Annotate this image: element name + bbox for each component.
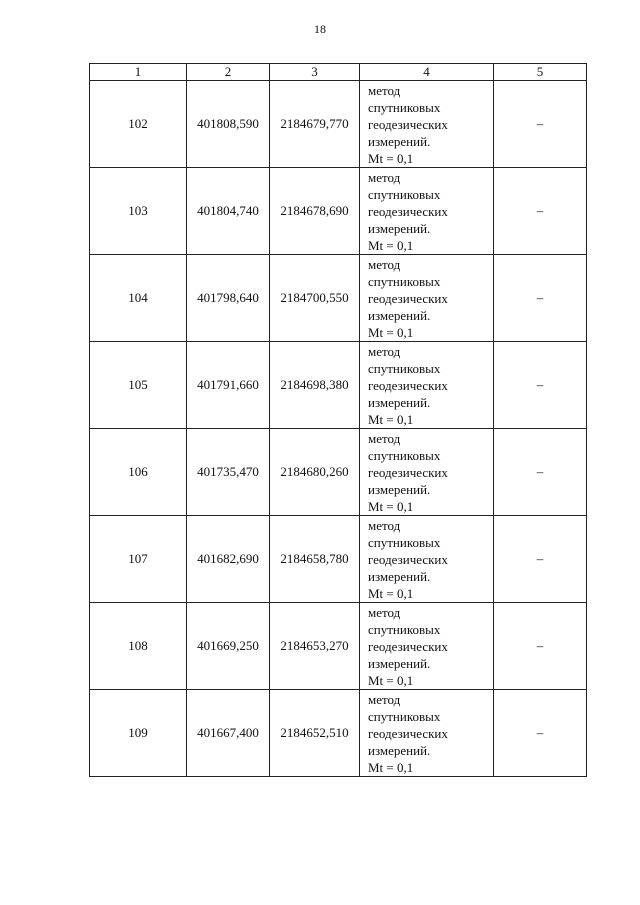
- method-line: спутниковых: [368, 621, 441, 637]
- x-coordinate-cell: 401808,590: [187, 81, 270, 168]
- method-cell: [360, 255, 494, 342]
- method-line: геодезических: [368, 203, 448, 219]
- method-line: спутниковых: [368, 534, 441, 550]
- method-line: Mt = 0,1: [368, 150, 414, 166]
- method-line: измерений.: [368, 481, 431, 497]
- point-number-cell: 105: [90, 342, 187, 429]
- coordinates-table: [89, 63, 587, 777]
- method-line: Mt = 0,1: [368, 411, 414, 427]
- note-cell: –: [494, 516, 587, 603]
- table-body: [90, 81, 587, 777]
- method-line: Mt = 0,1: [368, 585, 414, 601]
- note-cell: –: [494, 168, 587, 255]
- method-line: спутниковых: [368, 99, 441, 115]
- method-line: метод: [368, 82, 401, 98]
- y-coordinate-cell: 2184653,270: [270, 603, 360, 690]
- method-line: Mt = 0,1: [368, 324, 414, 340]
- x-coordinate-cell: 401669,250: [187, 603, 270, 690]
- y-coordinate-cell: 2184698,380: [270, 342, 360, 429]
- method-line: измерений.: [368, 133, 431, 149]
- header-col-1: 1: [90, 64, 187, 81]
- point-number-cell: 108: [90, 603, 187, 690]
- point-number-cell: 109: [90, 690, 187, 777]
- method-line: измерений.: [368, 742, 431, 758]
- header-col-4: 4: [360, 64, 494, 81]
- method-line: измерений.: [368, 220, 431, 236]
- method-line: геодезических: [368, 551, 448, 567]
- method-line: Mt = 0,1: [368, 498, 414, 514]
- x-coordinate-cell: 401791,660: [187, 342, 270, 429]
- table-row: [90, 690, 587, 777]
- method-cell: [360, 81, 494, 168]
- method-line: геодезических: [368, 725, 448, 741]
- method-line: спутниковых: [368, 186, 441, 202]
- method-line: метод: [368, 604, 401, 620]
- method-cell: [360, 342, 494, 429]
- method-line: спутниковых: [368, 273, 441, 289]
- x-coordinate-cell: 401667,400: [187, 690, 270, 777]
- table-row: [90, 516, 587, 603]
- method-line: Mt = 0,1: [368, 237, 414, 253]
- note-cell: –: [494, 690, 587, 777]
- header-col-5: 5: [494, 64, 587, 81]
- note-cell: –: [494, 81, 587, 168]
- method-cell: [360, 603, 494, 690]
- x-coordinate-cell: 401798,640: [187, 255, 270, 342]
- method-line: метод: [368, 430, 401, 446]
- method-cell: [360, 429, 494, 516]
- y-coordinate-cell: 2184679,770: [270, 81, 360, 168]
- point-number-cell: 107: [90, 516, 187, 603]
- header-row: [90, 64, 587, 81]
- table-row: [90, 342, 587, 429]
- method-line: метод: [368, 256, 401, 272]
- page-number: 18: [314, 22, 326, 36]
- x-coordinate-cell: 401735,470: [187, 429, 270, 516]
- y-coordinate-cell: 2184678,690: [270, 168, 360, 255]
- table-header: [90, 64, 587, 81]
- method-line: измерений.: [368, 394, 431, 410]
- x-coordinate-cell: 401804,740: [187, 168, 270, 255]
- method-line: измерений.: [368, 655, 431, 671]
- method-line: метод: [368, 343, 401, 359]
- method-line: метод: [368, 517, 401, 533]
- y-coordinate-cell: 2184700,550: [270, 255, 360, 342]
- point-number-cell: 102: [90, 81, 187, 168]
- header-col-2: 2: [187, 64, 270, 81]
- table-row: [90, 603, 587, 690]
- method-cell: [360, 516, 494, 603]
- method-line: спутниковых: [368, 708, 441, 724]
- method-line: метод: [368, 691, 401, 707]
- point-number-cell: 103: [90, 168, 187, 255]
- table-row: [90, 168, 587, 255]
- method-line: геодезических: [368, 377, 448, 393]
- method-line: геодезических: [368, 464, 448, 480]
- note-cell: –: [494, 342, 587, 429]
- method-line: Mt = 0,1: [368, 759, 414, 775]
- note-cell: –: [494, 603, 587, 690]
- method-line: измерений.: [368, 307, 431, 323]
- method-line: метод: [368, 169, 401, 185]
- method-line: спутниковых: [368, 447, 441, 463]
- y-coordinate-cell: 2184658,780: [270, 516, 360, 603]
- note-cell: –: [494, 255, 587, 342]
- table-row: [90, 255, 587, 342]
- table-row: [90, 429, 587, 516]
- method-line: геодезических: [368, 116, 448, 132]
- point-number-cell: 106: [90, 429, 187, 516]
- table-row: [90, 81, 587, 168]
- method-line: геодезических: [368, 638, 448, 654]
- point-number-cell: 104: [90, 255, 187, 342]
- method-cell: [360, 168, 494, 255]
- method-cell: [360, 690, 494, 777]
- y-coordinate-cell: 2184680,260: [270, 429, 360, 516]
- y-coordinate-cell: 2184652,510: [270, 690, 360, 777]
- method-line: спутниковых: [368, 360, 441, 376]
- header-col-3: 3: [270, 64, 360, 81]
- method-line: Mt = 0,1: [368, 672, 414, 688]
- method-line: измерений.: [368, 568, 431, 584]
- note-cell: –: [494, 429, 587, 516]
- method-line: геодезических: [368, 290, 448, 306]
- x-coordinate-cell: 401682,690: [187, 516, 270, 603]
